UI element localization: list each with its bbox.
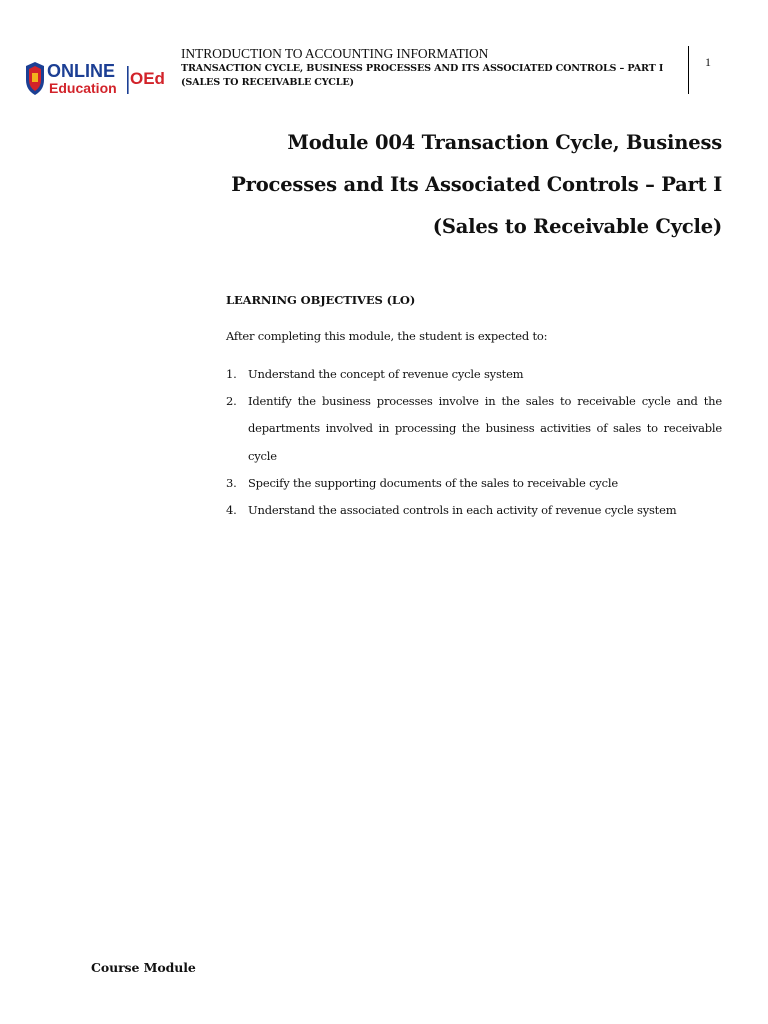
logo-word-education: Education [49, 80, 117, 96]
module-subtitle-line1: TRANSACTION CYCLE, BUSINESS PROCESSES AND ITS ASSOCIATED CONTROLS – PART I [181, 63, 664, 74]
module-subtitle-line2: (SALES TO RECEIVABLE CYCLE) [181, 77, 354, 88]
running-header [181, 46, 686, 90]
list-item-number: 4. [226, 503, 237, 518]
list-item-number: 2. [226, 394, 237, 409]
list-item-text: Identify the business processes involve in the sales to receivable cycle and the departments involved in processing the business activities of sales to receivable cycle [248, 394, 722, 463]
header-divider [688, 46, 689, 94]
learning-objectives-heading: LEARNING OBJECTIVES (LO) [226, 293, 416, 307]
logo-mark-oed: OEd [130, 69, 165, 88]
list-item [226, 361, 722, 388]
list-item-text: Understand the concept of revenue cycle system [248, 367, 524, 381]
module-title-line2: Processes and Its Associated Controls – Part I [231, 173, 722, 196]
online-education-logo [24, 60, 174, 98]
list-item-number: 3. [226, 475, 237, 490]
list-item [226, 497, 722, 524]
logo-graphic [24, 60, 174, 98]
list-item-text: Specify the supporting documents of the sales to receivable cycle [248, 475, 618, 490]
page-number: 1 [705, 55, 711, 69]
objectives-list [226, 361, 722, 524]
module-title-line3: (Sales to Receivable Cycle) [432, 215, 722, 238]
module-title-line1: Module 004 Transaction Cycle, Business [287, 131, 722, 154]
logo-word-online: ONLINE [47, 61, 116, 81]
footer-label: Course Module [91, 960, 196, 975]
module-title [202, 122, 722, 248]
list-item [226, 388, 722, 470]
course-title: INTRODUCTION TO ACCOUNTING INFORMATION [181, 46, 489, 61]
list-item [226, 470, 722, 497]
learning-objectives-intro: After completing this module, the student is expected to: [226, 329, 548, 343]
list-item-text: Understand the associated controls in each activity of revenue cycle system [248, 503, 677, 518]
list-item-number: 1. [226, 367, 237, 381]
